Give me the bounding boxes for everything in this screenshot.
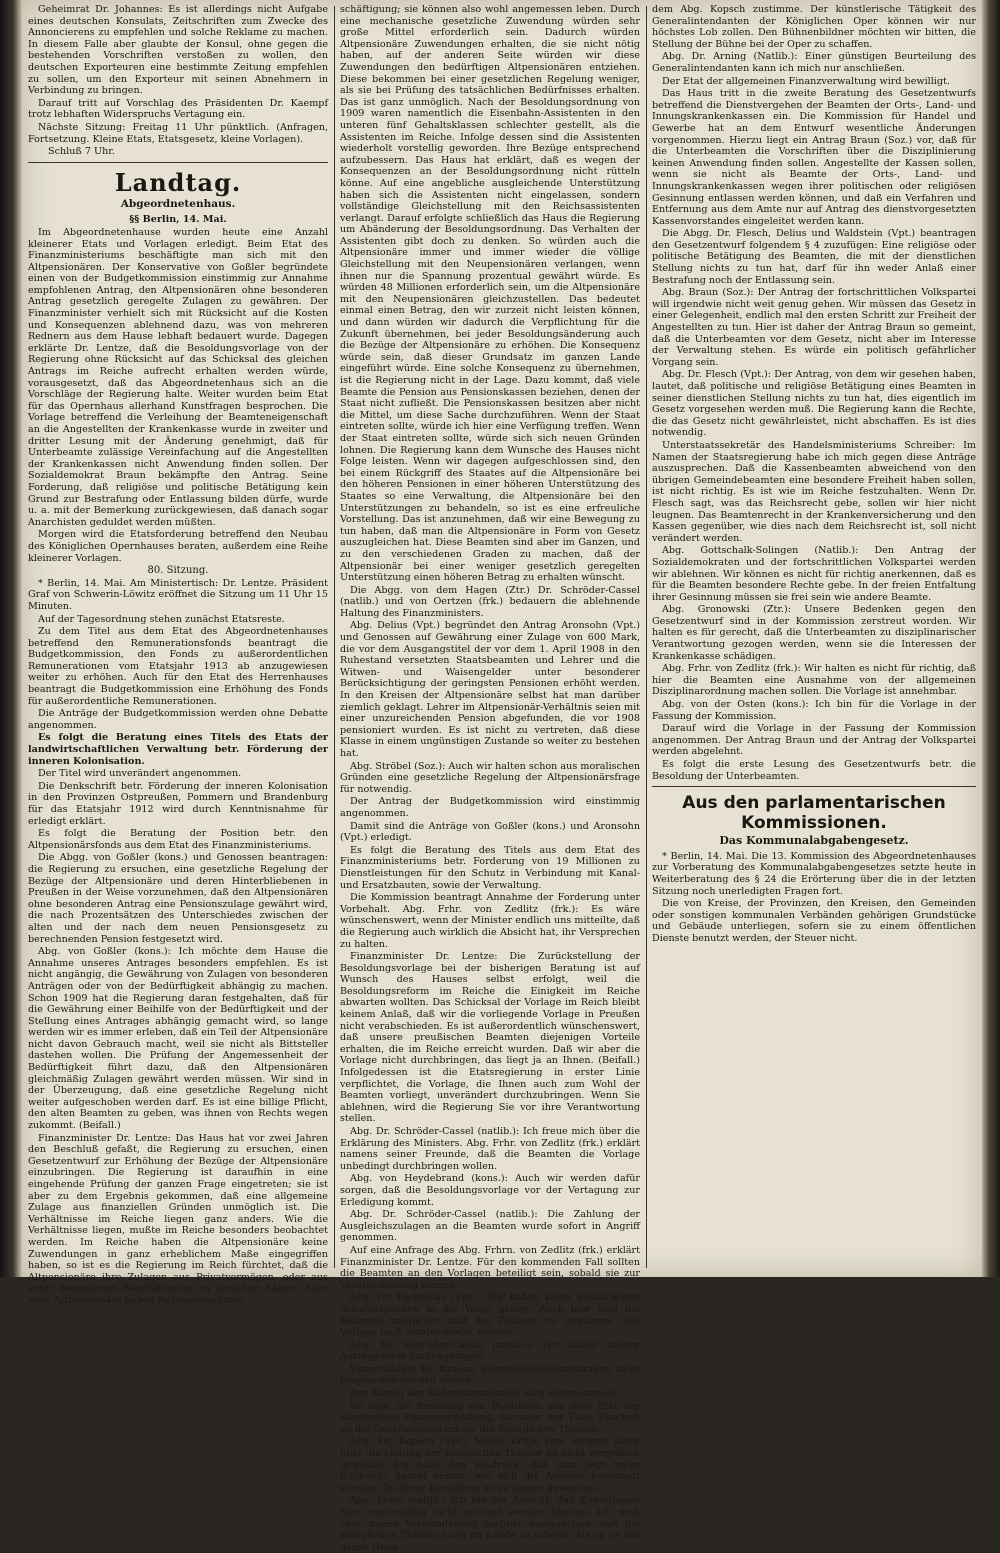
paragraph: Abg. Gottschalk-Solingen (Natlib.): Den Antrag der Sozialdemokraten und der fortschrittlichen Volkspartei werden wir ablehnen. Wir können es nicht für richtig anerkennen, daß es für die Beamten besondere Rechte gebe. In der freien Entfaltung ihrer Gesinnung müssen sie frei sein wie andere Beamte.	[652, 545, 976, 603]
divider	[28, 162, 328, 163]
paragraph: Damit sind die Anträge von Goßler (kons.) und Aronsohn (Vpt.) erledigt.	[340, 820, 640, 844]
paragraph: Abg. Lewy (natlib.) Ich bin der Ansicht, daß Kunstfragen hier zweckmäßig nicht erörtert werden können. Ich muß aber meine Verwunderung darüber aussprechen, daß die königlichen Theater nicht im Lande so scheint, als ob es das ganze Haus	[340, 1495, 640, 1553]
paragraph: Abg. Dr. Schröder-Cassel (natlib.): Ich freue mich über die Erklärung des Ministers. Abg. Frhr. von Zedlitz (frk.) erklärt namens seiner Freunde, daß die Beamten die Vorlage unbedingt durchbringen wollen.	[340, 1126, 640, 1172]
paragraph: dem Abg. Kopsch zustimme. Der künstlerische Tätigkeit des Generalintendanten der Königlichen Oper können wir nur höchstes Lob zollen. Den Bühnenbildner möchten wir bitten, die Stellung der Bühne bei der Oper zu schaffen.	[652, 4, 976, 50]
paragraph: Abg. Dr. Schröder-Cassel (natlib.): Wir haben unsere Anträge nicht zurückgezogen.	[340, 1339, 640, 1363]
paragraph: Die Abgg. Dr. Flesch, Delius und Waldstein (Vpt.) beantragen den Gesetzentwurf folgendem § 4 zuzufügen: Eine religiöse oder politische Betätigung des Beamten, die mit der dienstlichen Stellung nichts zu tun hat, darf für ihn weder Anlaß einer Bestrafung noch der Entlassung sein.	[652, 228, 976, 286]
book-spine-right	[982, 0, 1000, 1277]
paragraph: Der Etat der allgemeinen Finanzverwaltung wird bewilligt.	[662, 75, 950, 87]
paragraph: Die Kommission beantragt Annahme der Forderung unter Vorbehalt. Abg. Frhr. von Zedlitz (frk.): Es wäre wünschenswert, wenn der Minister endlich uns mitteilte, daß die Regierung auch wirklich die Absicht hat, ihr Versprechen zu halten.	[340, 892, 640, 950]
section-title: Landtag.	[114, 167, 242, 197]
paragraph: Die Anträge der Budgetkommission werden ohne Debatte angenommen.	[28, 708, 328, 731]
book-spine-left	[0, 0, 22, 1277]
paragraph: Auf der Tagesordnung stehen zunächst Etatsreste.	[38, 613, 285, 625]
paragraph: Schluß 7 Uhr.	[48, 146, 115, 158]
paragraph: Auf eine Anfrage des Abg. Frhrn. von Zedlitz (frk.) erklärt Finanzminister Dr. Lentze. Für den kommenden Fall sollten die Beamten an den Vorlagen beteiligt sein, sobald sie zur Verabschiedung kommt.	[340, 1244, 640, 1291]
paragraph: Abg. Delius (Vpt.) begründet den Antrag Aronsohn (Vpt.) und Genossen auf Gewährung einer Zulage von 600 Mark, die vor dem Ausgangstitel der vor dem 1. April 1908 in den Ruhestand versetzten Staatsbeamten und Lehrer und die Witwen- und Waisengelder unter besonderer Berücksichtigung der geringsten Pensionen erhöht werden. In den Kreisen der Altpensionäre selbst hat man darüber ziemlich geklagt. Lehrer im Altpensionär-Verhältnis seien mit einer unzureichenden Pension abgefunden, die vor 1908 pensioniert wurden. Es ist nicht zu vertreten, daß diese Klasse in einem ungünstigen Zustande so weiter zu bestehen hat.	[340, 620, 640, 759]
paragraph: schäftigung; sie können also wohl angemessen leben. Durch eine mechanische gesetzliche Zuwendung würden sehr große Mittel erforderlich sein. Dadurch würden Altpensionäre Zuwendungen erhalten, die sie nicht nötig haben, auf der anderen Seite würden wir diese Zuwendungen den bedürftigen Altpensionären entziehen. Diese bekommen bei einer gesetzlichen Regelung weniger, als sie bei Prüfung des tatsächlichen Bedürfnisses erhalten. Das ist ganz unmöglich. Nach der Besoldungsordnung von 1909 waren namentlich die Eisenbahn-Assistenten in den unteren fünf Gehaltsklassen schlechter gestellt, als die Assistenten im Reiche. Infolge dessen sind die Assistenten wiederholt vorstellig geworden. Ihre Bezüge entsprechend aufzubessern. Das Haus hat erklärt, daß es wegen der Konsequenzen an der Besoldungsordnung nicht rütteln könne. Auf eine angebliche ausgleichende Unterstützung haben sich die Assistenten nicht eingelassen, sondern vollständige Gleichstellung mit den Reichsassistenten verlangt. Darauf erfolgte schließlich das Haus die Regierung um Abänderung der Besoldungsordnung. Das Verhalten der Assistenten gibt doch zu denken. So würden auch die Altpensionäre immer und immer wieder die völlige Gleichstellung mit den Neupensionären verlangen, wenn ihnen nur die Spannung prozentual gewährt würde. Es würden 48 Millionen erforderlich sein, um die Altpensionäre mit den Neupensionären gleichzustellen. Das bedeutet einmal einen Betrag, den wir zurzeit nicht leisten können, und dann würden wir dadurch die Verpflichtung für die Zukunft übernehmen, bei jeder Besoldungsänderung auch die Bezüge der Altpensionäre zu erhöhen. Die Konsequenz würde sein, daß dieser Grundsatz im ganzen Lande eingeführt würde. Eine solche Konsequenz zu übernehmen, ist die Regierung nicht in der Lage. Dazu kommt, daß viele Beamte die Pension aus Pensionskassen beziehen, denen der Staat nicht zufließt. Die Pensionskassen besitzen aber nicht die Mittel, um diese Sache durchzuführen. Wenn der Staat eintreten sollte, würde ich hier eine Verfügung treffen. Wenn der Staat eintreten sollte, würde sich sich neuen Gründen lohnen. Die Regierung kann dem Wunsche des Hauses nicht Folge leisten. Wenn wir dagegen aufgeschlossen sind, den bei einem Rückgriff des Staates auf die Altpensionäre bei den höheren Pensionen in einer höheren Unterstützung des Staates so eine Verwaltung, die Altpensionäre bei den Unterstützungen zu behandeln, so ist es eine erfreuliche Vorstellung. Das ist anzunehmen, daß wir eine Bewegung zu tun haben, daß man die Altpensionäre in Form von Gesetz auszugleichen hat. Diese Beamten sind aber im Ganzen, und zu den verschiedenen Graden zu machen, daß der Altpensionär bei einer weniger gesetzlich geregelten Unterstützung einen höheren Betrag zu erhalten wünscht.	[340, 4, 640, 584]
paragraph: Es folgt die Beratung des Titels aus dem Etat des Finanzministeriums betr. Forderung von 19 Millionen zu Dienstleistungen für den Schutz in Verbindung mit Kanal- und Ersatzbauten, sowie der Verwaltung.	[340, 844, 640, 891]
paragraph: Die Denkschrift betr. Förderung der inneren Kolonisation in den Provinzen Ostpreußen, Pommern und Brandenburg für das Etatsjahr 1912 wird durch Kenntnisnahme für erledigt erklärt.	[28, 780, 328, 827]
paragraph: Die Abgg. von Goßler (kons.) und Genossen beantragen: die Regierung zu ersuchen, eine gesetzliche Regelung der Bezüge der Altpensionäre und deren Hinterbliebenen in Preußen in der Weise vorzunehmen, daß den Altpensionären ohne besonderen Antrag eine Pensionszulage gewährt wird, die nach Prozentsätzen des Unterschiedes zwischen der alten und der nach dem neuen Pensionsgesetz zu berechnenden Pension festgesetzt wird.	[28, 852, 328, 945]
paragraph: Die von Kreise, der Provinzen, den Kreisen, den Gemeinden oder sonstigen kommunalen Verbänden gehörigen Grundstücke und Gebäude unterliegen, sofern sie zu einem öffentlichen Dienste benutzt werden, der Steuer nicht.	[652, 898, 976, 944]
paragraph: Abg. von Heydebrand (kons.): Auch wir werden dafür sorgen, daß die Besoldungsvorlage vor der Vertagung zur Erledigung kommt.	[340, 1173, 640, 1208]
paragraph: Finanzminister Dr. Lentze: Die Zurückstellung der Besoldungsvorlage bei der bisherigen Beratung ist auf Wunsch des Hauses selbst erfolgt, weil die Besoldungsreform im Reiche die Einigkeit im Reiche abwarten wollten. Das Schicksal der Vorlage im Reich bleibt keinem Anlaß, daß wir die vorliegende Vorlage in Preußen nicht verabschieden. Es ist außerordentlich wünschenswert, daß unsere preußischen Beamten diejenigen Vorteile erhalten, die im Reiche erreicht wurden. Daß wir aber die Vorlage nicht durchbringen, das liegt ja an Ihnen. (Beifall.) Infolgedessen ist die Etatsregierung in erster Linie verpflichtet, die Vorlage, die Ihnen auch zum Wohl der Beamten vorliegt, unverändert durchzubringen. Wenn Sie ablehnen, wird die Regierung Sie vor ihre Verantwortung stellen.	[340, 951, 640, 1125]
divider	[652, 786, 976, 787]
section-subtitle: Das Kommunalabgabengesetz.	[719, 834, 909, 848]
dateline: §§ Berlin, 14. Mai.	[129, 214, 227, 226]
paragraph: Abg. Dr. Arning (Natlib.): Einer günstigen Beurteilung des Generalintendanten kann ich mich nur anschließen.	[652, 51, 976, 74]
column-right	[652, 4, 976, 1268]
paragraph: Abg. Dr. Schröder-Cassel (natlib.): Die Zahlung der Ausgleichszulagen an die Beamten wurde sofort in Angriff genommen.	[340, 1209, 640, 1244]
paragraph: Darauf wird die Vorlage in der Fassung der Kommission angenommen. Der Antrag Braun und der Antrag der Volkspartei werden abgelehnt.	[652, 723, 976, 758]
paragraph: Der Antrag der Budgetkommission wird einstimmig angenommen.	[340, 796, 640, 819]
paragraph: Es folgt die Beratung von Positionen aus dem Etat der allgemeinen Finanzverwaltung, darunter der Titel: Zuschuß an die Generalintendanz für die Königlichen Theater.	[340, 1400, 640, 1435]
column-left	[28, 4, 328, 1306]
paragraph: Abg. Braun (Soz.): Der Antrag der fortschrittlichen Volkspartei will irgendwie nicht weit genug gehen. Wir müssen das Gesetz in einer Gelegenheit, endlich mal den ersten Schritt zur Freiheit der Angestellten zu tun. Hier ist daher der Antrag Braun so gemeint, daß die Unterbeamten vor dem Gesetz, nicht aber im Interesse der Verwaltung stehen. Es würde ein politisch gefährlicher Vorgang sein.	[652, 287, 976, 368]
paragraph: Darauf tritt auf Vorschlag des Präsidenten Dr. Kaempf trotz lebhaften Widerspruchs Vertagung ein.	[28, 97, 328, 121]
paragraph: * Berlin, 14. Mai. Die 13. Kommission des Abgeordnetenhauses zur Vorberatung des Kommunalabgabengesetzes setzte heute in Weiterberatung des § 24 die Erörterung über die in der letzten Sitzung noch unerledigten Fragen fort.	[652, 850, 976, 897]
paragraph: Der Antrag der Budgetkommission wird angenommen.	[350, 1388, 617, 1400]
paragraph: Der Titel wird unverändert angenommen.	[38, 768, 242, 780]
paragraph: Abg. von Goßler (kons.): Ich möchte dem Hause die Annahme unseres Antrages besonders empfehlen. Es ist nicht angängig, die Gewährung von Zulagen von besonderen Anträgen oder von der Bedürftigkeit abhängig zu machen. Schon 1909 hat die Regierung daran festgehalten, daß für die Gewährung einer Beihilfe von der Bedürftigkeit und der Stellung eines Antrages abhängig gemacht wird, so lange werden wir es immer erleben, daß ein Teil der Altpensionäre nicht davon Gebrauch macht, weil sie nicht als Bittsteller dastehen wollen. Die Prüfung der Angemessenheit der Bedürftigkeit führt dazu, daß den Altpensionären gleichmäßig Zulagen gewährt werden müssen. Wir sind in der Überzeugung, daß eine gesetzliche Regelung nicht weiter aufgeschoben werden darf. Es ist eine billige Pflicht, den alten Beamten zu geben, was ihnen von Rechts wegen zukommt. (Beifall.)	[28, 946, 328, 1132]
paragraph: Abg. Dr. Flesch (Vpt.): Der Antrag, von dem wir gesehen haben, lautet, daß politische und religiöse Betätigung eines Beamten in seiner dienstlichen Stellung nichts zu tun hat, dies eigentlich im Gesetz vorgesehen werden muß. Die Regierung kann die Rechte, die das Gesetz nicht gewährleistet, nicht abschaffen. Es ist dies notwendig.	[652, 369, 976, 439]
paragraph: Vizepräsident Dr. Krause. Beamtenbesoldungsfragen nicht besprochen werden dürfen.	[340, 1363, 640, 1387]
section-subtitle: Abgeordnetenhaus.	[120, 197, 236, 210]
paragraph: Im Abgeordnetenhause wurden heute eine Anzahl kleinerer Etats und Vorlagen erledigt. Beim Etat des Finanzministeriums beschäftigte man sich mit den Altpensionären. Der Konservative von Goßler begründete einen von der Budgetkommission einstimmig zur Annahme empfohlenen Antrag, den Altpensionären ohne besonderen Antrag gesetzlich geregelte Zulagen zu gewähren. Der Finanzminister verhielt sich mit Rücksicht auf die Kosten und Konsequenzen ablehnend dazu, was von mehreren Rednern aus dem Hause lebhaft bedauert wurde. Dagegen erklärte Dr. Lentze, daß die Besoldungsvorlage von der Regierung ohne Rücksicht auf das Schicksal des gleichen Antrags im Reiche aufrecht erhalten werden würde, vorausgesetzt, daß das Abgeordnetenhaus sich an die Vorschläge der Regierung halte. Weiter wurden beim Etat für das Opernhaus allerhand Kunstfragen besprochen. Die Vorlage betreffend die Verleihung der Beamteneigenschaft an die Angestellten der Krankenkasse wurde in zweiter und dritter Lesung mit der Änderung genehmigt, daß für Unterbeamte zulässige Vereinfachung auf die Angestellten der Krankenkassen nicht Anwendung finden sollen. Der Sozialdemokrat Braun bekämpfte den Antrag. Seine Forderung, daß religiöse und politische Betätigung kein Grund zur Bestrafung oder Entlassung bilden dürfe, wurde u. a. mit der Bemerkung zurückgewiesen, daß danach sogar Anarchisten geduldet werden müßten.	[28, 226, 328, 528]
column-rule	[646, 6, 647, 1268]
paragraph: Das Haus tritt in die zweite Beratung des Gesetzentwurfs betreffend die Dienstvergehen der Beamten der Orts-, Land- und Innungskrankenkassen ein. Die Kommission für Handel und Gewerbe hat an dem Entwurf wesentliche Änderungen vorgenommen. Hierzu liegt ein Antrag Braun (Soz.) vor, daß für die Unterbeamten die Vorschriften über die Disziplinierung keinen Anwendung finden sollen. Angestellte der Kassen sollen, wenn sie nicht als Beamte der Orts-, Land- und Innungskrankenkassen wegen ihrer politischen oder religiösen Gesinnung entlassen werden können, und daß ein Verfahren und Entfernung aus dem Amte nur auf Antrag des dienstvorgesetzten Kassenvorstandes eingeleitet werden kann.	[652, 88, 976, 227]
paragraph: Morgen wird die Etatsforderung betreffend den Neubau des Königlichen Opernhauses beraten, außerdem eine Reihe kleinerer Vorlagen.	[28, 529, 328, 564]
paragraph: Es folgt die Beratung eines Titels des Etats der landwirtschaftlichen Verwaltung betr. Förderung der inneren Kolonisation.	[28, 732, 328, 767]
paragraph: Abg. Ströbel (Soz.): Auch wir halten schon aus moralischen Gründen eine gesetzliche Regelung der Altpensionärsfrage für notwendig.	[340, 760, 640, 795]
paragraph: Unterstaatssekretär des Handelsministeriums Schreiber: Im Namen der Staatsregierung habe ich mich gegen diese Anträge auszusprechen. Daß die Kassenbeamten abweichend von den übrigen Gemeindebeamten eine besondere Freiheit haben sollen, ist nicht richtig. Es ist wie im Reiche festzuhalten. Wenn Dr. Flesch sagt, was das Reichsrecht gebe, sollen wir hier nicht leugnen. Das Beamtenrecht in der Krankenversicherung und den Kassen gegenüber, wie dies nach dem Reichsrecht ist, soll nicht verändert werden.	[652, 439, 976, 544]
paragraph: Es folgt die Beratung der Position betr. den Altpensionärsfonds aus dem Etat des Finanzministeriums.	[28, 828, 328, 851]
paragraph: Abg. Gronowski (Ztr.): Unsere Bedenken gegen den Gesetzentwurf sind in der Kommission zerstreut worden. Wir halten es für gerecht, daß die Unterbeamten zu disziplinarischer Verantwortung gezogen werden, wenn sie die Interessen der Krankenkasse schädigen.	[652, 604, 976, 662]
paragraph: * Berlin, 14. Mai. Am Ministertisch: Dr. Lentze. Präsident Graf von Schwerin-Löwitz eröffnet die Sitzung um 11 Uhr 15 Minuten.	[28, 577, 328, 612]
paragraph: Abg. Frhr. von Zedlitz (frk.): Wir halten es nicht für richtig, daß hier die Beamten eine Ausnahme von der allgemeinen Disziplinarordnung machen sollen. Die Vorlage ist annehmbar.	[652, 663, 976, 698]
paragraph: Die Abgg. von dem Hagen (Ztr.) Dr. Schröder-Cassel (natlib.) und von Oertzen (frk.) bedauern die ablehnende Haltung des Finanzministers.	[340, 584, 640, 619]
reichstag-report-end	[28, 4, 328, 158]
section-title: Aus den parlamentarischen Kommissionen.	[682, 793, 946, 834]
newspaper-page	[22, 0, 982, 1553]
paragraph: Abg. Dr. Pachnicke (Vpt.): Wir haben keine willkürlichen Schwierigkeiten in die Wege gelegt, Auch hier sind die Beamten möglichst bald die Zulagen zu gewähren. Die Vorlage muß verabschiedet werden.	[340, 1292, 640, 1339]
column-middle	[340, 4, 640, 1553]
paragraph: Zu dem Titel aus dem Etat des Abgeordnetenhauses betreffend den Remunerationsfonds beantragt die Budgetkommission, den Fonds zu außerordentlichen Remunerationen vom Etatsjahr 1913 ab anzugewiesen weiter zu erhöhen. Auch für den Etat des Herrenhauses beantragt die Budgetkommission eine Erhöhung des Fonds für außerordentliche Remunerationen.	[28, 626, 328, 707]
paragraph: Abg. Dr. Kopsch (Vpt.) Meine Kritik vom vorigen Jahre über die Leitung der königlichen Theater ist nicht vergeblich gewesen. Ich habe den Eindruck, daß man jetzt mehr Rücksicht darauf nimmt, wie sich die Autoren bevorzugt würden. In dieser Beziehung ist es besser geworden.	[340, 1436, 640, 1494]
column-rule	[334, 6, 335, 1268]
paragraph: Nächste Sitzung: Freitag 11 Uhr pünktlich. (Anfragen, Fortsetzung. Kleine Etats, Etatsgesetz, kleine Vorlagen).	[28, 121, 328, 145]
paragraph: Abg. von der Osten (kons.): Ich bin für die Vorlage in der Fassung der Kommission.	[652, 699, 976, 722]
paragraph: Finanzminister Dr. Lentze: Das Haus hat vor zwei Jahren den Beschluß gefaßt, die Regierung zu ersuchen, einen Gesetzentwurf zur Erhöhung der Bezüge der Altpensionäre einzubringen. Die Regierung ist daraufhin in eine eingehende Prüfung der ganzen Frage eingetreten; sie ist aber zu dem Ergebnis gekommen, daß eine allgemeine Zulage aus finanziellen Gründen unmöglich ist. Die Verhältnisse im Reiche liegen ganz anders. Wie die Verhältnisse liegen, mußte im Reiche besonders beobachtet werden. Im Reiche haben die Altpensionäre keine Zuwendungen in ganz erheblichem Maße eingegriffen haben, so ist es die Regierung im Reich fürchtet, daß die Altpensionäre ihre Zulagen aus Privatvermögen, oder aus einer besonderen Beschäftigung zu beziehen haben. Sehr viele Altpensionäre haben Nebeneinnahmen.	[28, 1132, 328, 1306]
paragraph: Es folgt die erste Lesung des Gesetzentwurfs betr. die Besoldung der Unterbeamten.	[652, 759, 976, 782]
session-heading: 80. Sitzung.	[147, 565, 209, 577]
paragraph: Geheimrat Dr. Johannes: Es ist allerdings nicht Aufgabe eines deutschen Konsulats, Zeitschriften zum Zwecke des Annoncierens zu empfehlen und solche Reklame zu machen. In diesem Falle aber glaubte der Konsul, ohne gegen die bestehenden Vorschriften verstoßen zu wollen, den deutschen Exporteuren eine bestimmte Zeitung empfehlen zu sollen, um den Exporteur mit seinen Abnehmern in Verbindung zu bringen.	[28, 4, 328, 97]
